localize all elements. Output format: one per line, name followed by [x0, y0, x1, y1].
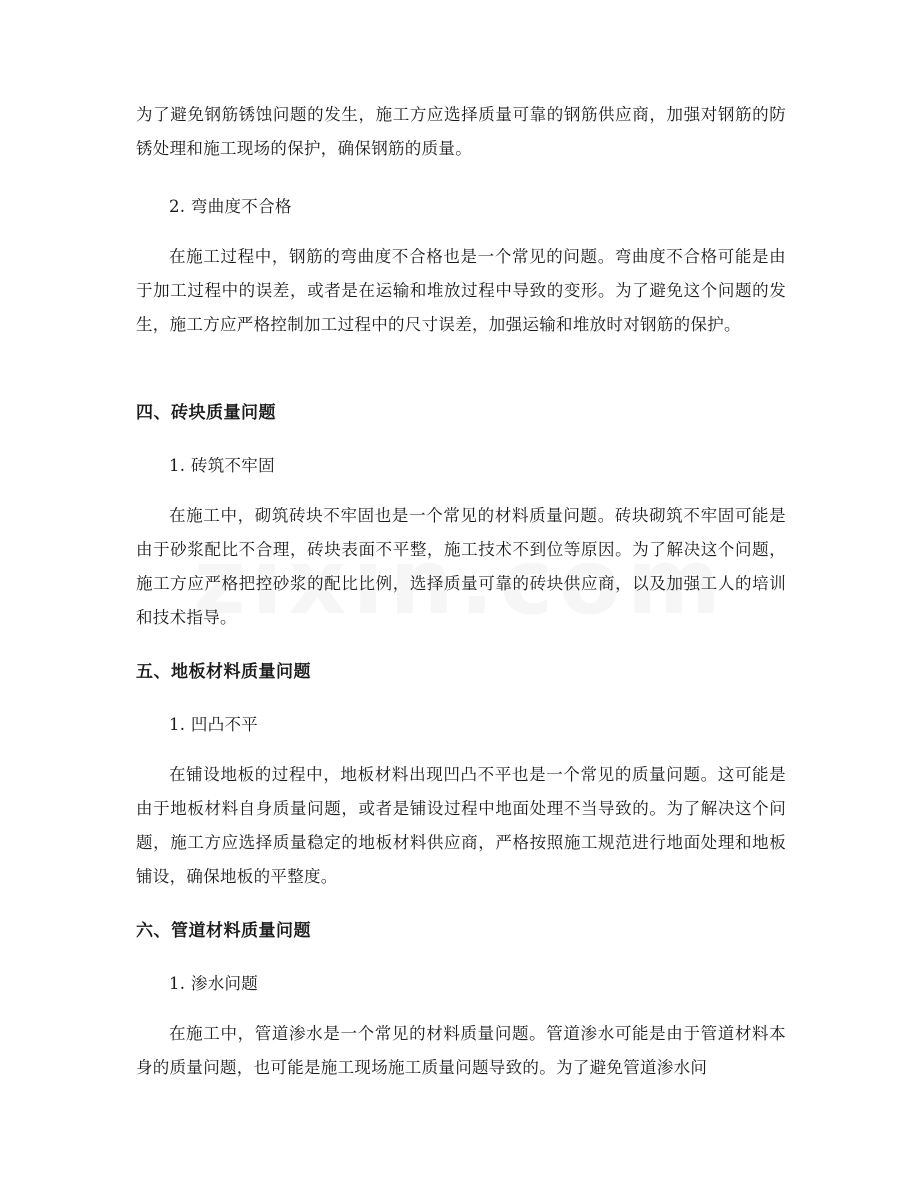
section-heading-floor: 五、地板材料质量问题 — [136, 662, 311, 682]
paragraph-bending: 在施工过程中，钢筋的弯曲度不合格也是一个常见的问题。弯曲度不合格可能是由于加工过程中的误差，或者是在运输和堆放过程中导致的变形。为了避免这个问题的发生，施工方应严格控制加工过程中的尺寸误差，加强运输和堆放时对钢筋的保护。 — [136, 247, 786, 334]
section-heading-pipe: 六、管道材料质量问题 — [136, 921, 311, 941]
paragraph-leakage: 在施工中，管道渗水是一个常见的材料质量问题。管道渗水可能是由于管道材料本身的质量问题，也可能是施工现场施工质量问题导致的。为了避免管道渗水问 — [136, 1024, 786, 1077]
subheading-leakage: 1. 渗水问题 — [169, 974, 259, 993]
section-heading-brick: 四、砖块质量问题 — [136, 403, 276, 423]
paragraph-rebar-corrosion: 为了避免钢筋锈蚀问题的发生，施工方应选择质量可靠的钢筋供应商，加强对钢筋的防锈处理和施工现场的保护，确保钢筋的质量。 — [136, 105, 786, 158]
subheading-bending: 2. 弯曲度不合格 — [169, 197, 292, 216]
paragraph-uneven: 在铺设地板的过程中，地板材料出现凹凸不平也是一个常见的质量问题。这可能是由于地板材料自身质量问题，或者是铺设过程中地面处理不当导致的。为了解决这个问题，施工方应选择质量稳定的地板材料供应商，严格按照施工规范进行地面处理和地板铺设，确保地板的平整度。 — [136, 765, 786, 886]
subheading-uneven: 1. 凹凸不平 — [169, 715, 259, 734]
subheading-masonry: 1. 砖筑不牢固 — [169, 456, 275, 475]
paragraph-masonry: 在施工中，砌筑砖块不牢固也是一个常见的材料质量问题。砖块砌筑不牢固可能是由于砂浆配比不合理，砖块表面不平整，施工技术不到位等原因。为了解决这个问题，施工方应严格把控砂浆的配比比例，选择质量可靠的砖块供应商，以及加强工人的培训和技术指导。 — [136, 506, 786, 627]
